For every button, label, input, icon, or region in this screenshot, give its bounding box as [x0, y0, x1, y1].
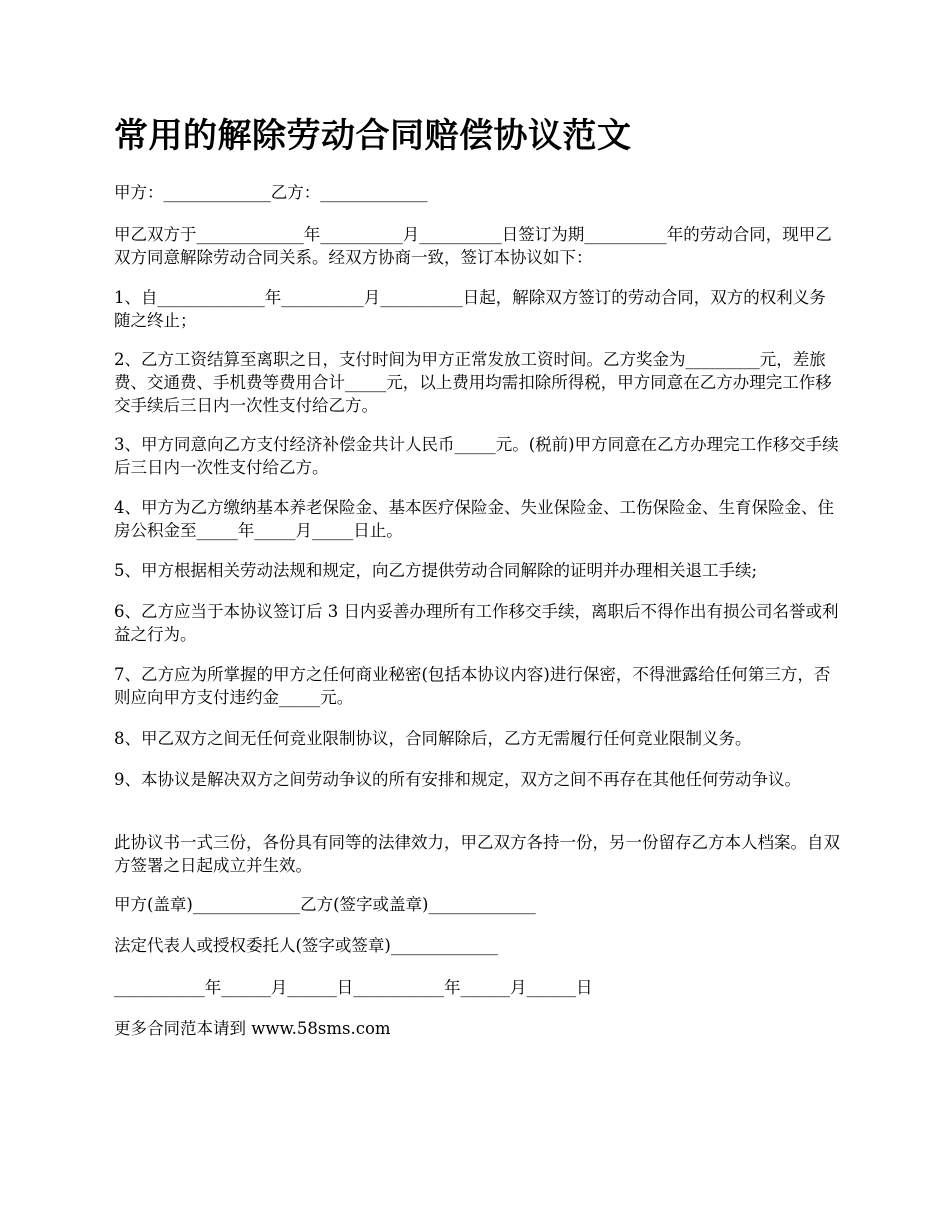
clause-6: 6、乙方应当于本协议签订后 3 日内妥善办理所有工作移交手续，离职后不得作出有损公司名誉或利益之行为。 [114, 602, 839, 644]
copies-clause: 此协议书一式三份，各份具有同等的法律效力，甲乙双方各持一份，另一份留存乙方本人档案。自双方签署之日起成立并生效。 [114, 833, 840, 875]
footer-website-note: 更多合同范本请到 www.58sms.com [114, 1019, 391, 1038]
clause-3: 3、甲方同意向乙方支付经济补偿金共计人民币_____元。(税前)甲方同意在乙方办理完工作移交手续后三日内一次性支付给乙方。 [114, 435, 839, 477]
clause-4: 4、甲方为乙方缴纳基本养老保险金、基本医疗保险金、失业保险金、工伤保险金、生育保险金、住房公积金至_____年_____月_____日止。 [114, 498, 834, 540]
signature-line-representative: 法定代表人或授权委托人(签字或签章)_____________ [114, 936, 499, 955]
clause-5: 5、甲方根据相关劳动法规和规定，向乙方提供劳动合同解除的证明并办理相关退工手续; [114, 561, 758, 580]
party-names-line: 甲方：_____________乙方：_____________ [114, 183, 428, 202]
clause-9: 9、本协议是解决双方之间劳动争议的所有安排和规定，双方之间不再存在其他任何劳动争议。 [114, 770, 801, 789]
clause-8: 8、甲乙双方之间无任何竞业限制协议，合同解除后，乙方无需履行任何竞业限制义务。 [114, 729, 752, 748]
signature-date-line: ___________年______月______日___________年______月______日 [114, 978, 593, 997]
clause-1: 1、自_____________年__________月__________日起，解除双方签订的劳动合同，双方的权利义务随之终止； [114, 288, 826, 330]
document-title: 常用的解除劳动合同赔偿协议范文 [114, 116, 632, 156]
clause-2: 2、乙方工资结算至离职之日，支付时间为甲方正常发放工资时间。乙方奖金为_________元，差旅费、交通费、手机费等费用合计_____元，以上费用均需扣除所得税，甲方同意在乙方办理完工作移交手续后三日内一次性支付给乙方。 [114, 350, 832, 415]
preamble-paragraph: 甲乙双方于_____________年__________月__________日签订为期__________年的劳动合同，现甲乙双方同意解除劳动合同关系。经双方协商一致，签订本协议如下： [114, 225, 832, 267]
clause-7: 7、乙方应为所掌握的甲方之任何商业秘密(包括本协议内容)进行保密，不得泄露给任何第三方，否则应向甲方支付违约金_____元。 [114, 665, 831, 707]
signature-line-parties: 甲方(盖章)_____________乙方(签字或盖章)_____________ [114, 895, 536, 914]
